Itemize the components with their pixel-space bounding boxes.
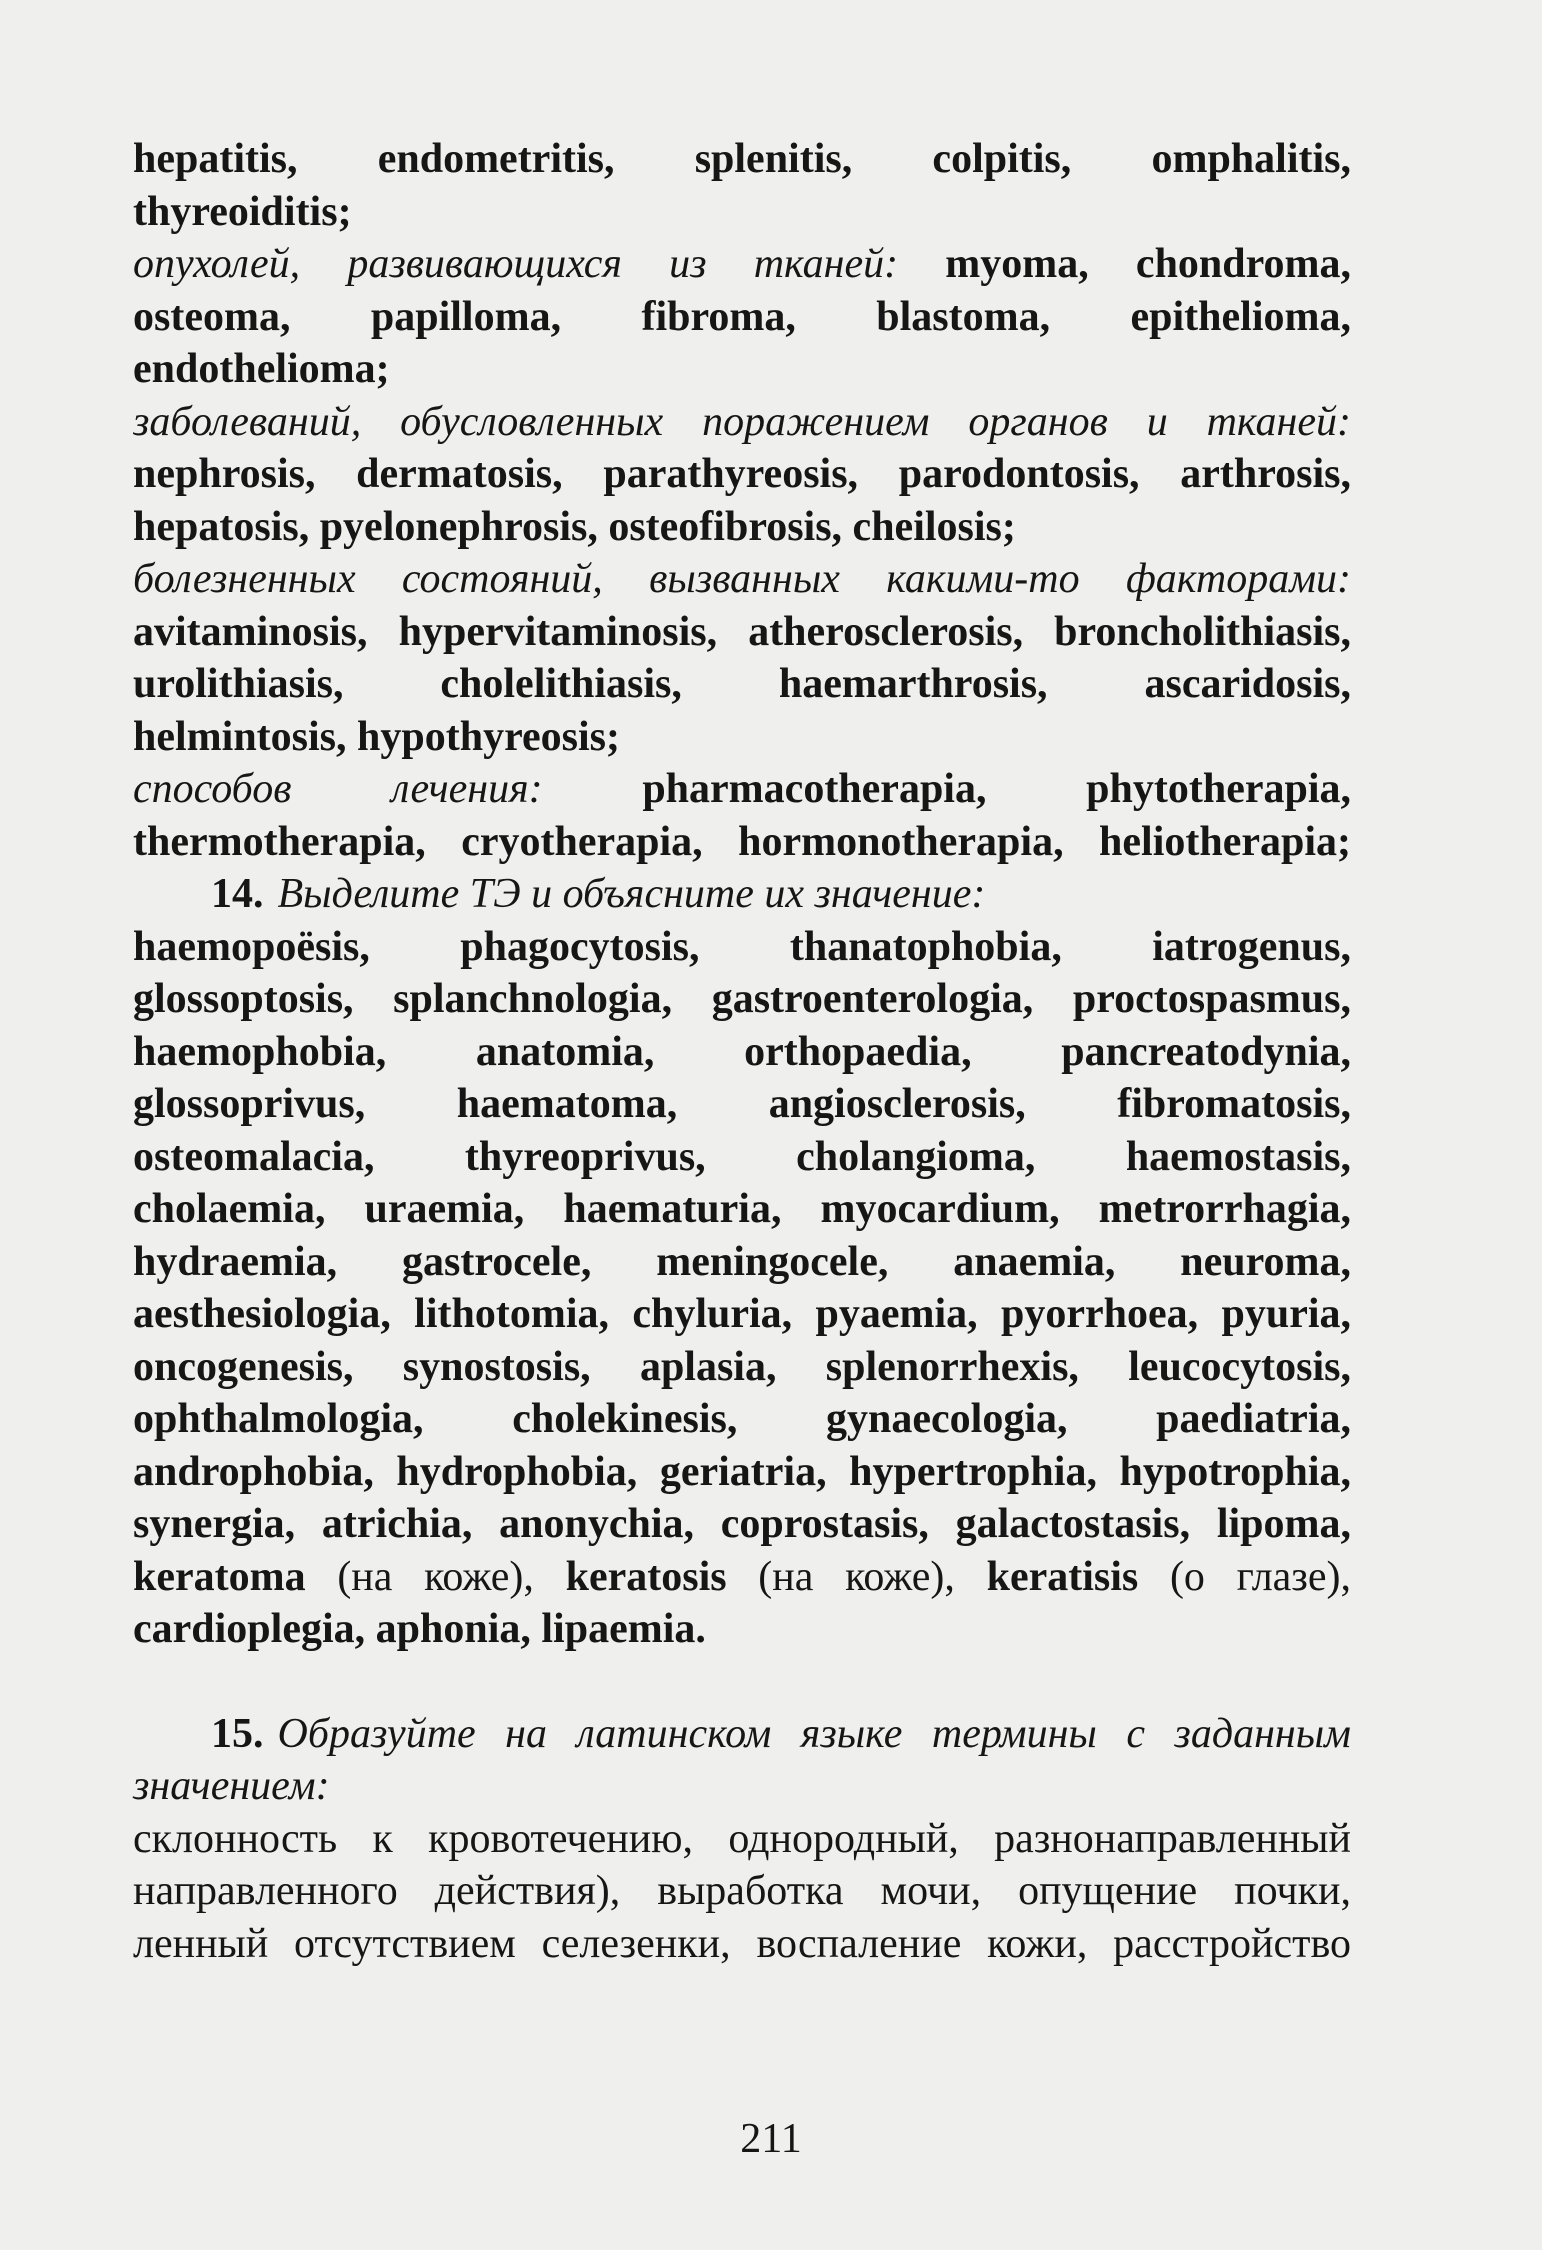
- text-line: [133, 1760, 1351, 1813]
- term-list: helmintosis, hypothyreosis;: [133, 713, 620, 760]
- term-list: osteoma, papilloma, fibroma, blastoma, epithelioma,: [133, 293, 1351, 340]
- term-list: cardioplegia, aphonia, lipaemia.: [133, 1606, 706, 1652]
- task-instruction: Образуйте на латинском языке термины с заданным: [277, 1710, 1351, 1757]
- term-list: aesthesiologia, lithotomia, chyluria, pyaemia, pyorrhoea, pyuria,: [133, 1291, 1351, 1337]
- text-line: [133, 658, 1351, 711]
- text-line: [133, 1183, 1351, 1236]
- page-text: [133, 133, 1351, 1970]
- text-line: [133, 1603, 1351, 1656]
- term: keratisis: [986, 1553, 1139, 1600]
- term-list: glossoprivus, haematoma, angiosclerosis, fibromatosis,: [133, 1081, 1351, 1127]
- category-label: опухолей, развивающихся из тканей:: [133, 241, 899, 287]
- term-note: (на коже),: [337, 1553, 534, 1600]
- body-text: направленного действия), выработка мочи, опущение почки,: [133, 1868, 1351, 1914]
- term-list: urolithiasis, cholelithiasis, haemarthrosis, ascaridosis,: [133, 661, 1351, 707]
- text-line: [133, 1236, 1351, 1289]
- text-line: [133, 396, 1351, 449]
- term-list: nephrosis, dermatosis, parathyreosis, parodontosis, arthrosis,: [133, 451, 1351, 497]
- text-line: [133, 921, 1351, 974]
- task-number: 14.: [211, 871, 264, 917]
- term-note: (на коже),: [758, 1553, 955, 1600]
- term-list: thermotherapia, cryotherapia, hormonotherapia, heliotherapia;: [133, 818, 1351, 865]
- task-instruction: значением:: [133, 1763, 330, 1809]
- text-line: [133, 343, 1351, 396]
- term-list: ophthalmologia, cholekinesis, gynaecologia, paediatria,: [133, 1396, 1351, 1442]
- text-line: [133, 1288, 1351, 1341]
- paragraph-gap: [133, 1656, 1351, 1708]
- text-line: [133, 711, 1351, 764]
- term: keratosis: [565, 1553, 727, 1600]
- text-line: [133, 1078, 1351, 1131]
- text-line: [133, 1918, 1351, 1971]
- task-instruction: Выделите ТЭ и объясните их значение:: [277, 871, 986, 917]
- term-list: myoma, chondroma,: [945, 241, 1351, 287]
- text-line: [133, 133, 1351, 186]
- category-label: болезненных состояний, вызванных какими-то факторами:: [133, 556, 1351, 602]
- term-list: androphobia, hydrophobia, geriatria, hypertrophia, hypotrophia,: [133, 1448, 1351, 1495]
- page-number: 211: [740, 2116, 802, 2162]
- term-list: oncogenesis, synostosis, aplasia, splenorrhexis, leucocytosis,: [133, 1343, 1351, 1390]
- term-list: pharmacotherapia, phytotherapia,: [642, 766, 1351, 812]
- term-note: (о глазе),: [1169, 1553, 1351, 1600]
- term-list: thyreoiditis;: [133, 188, 352, 235]
- term-list: cholaemia, uraemia, haematuria, myocardium, metrorrhagia,: [133, 1186, 1351, 1232]
- text-line: [133, 973, 1351, 1026]
- category-label: способов лечения:: [133, 766, 543, 812]
- text-line: [133, 291, 1351, 344]
- task-heading: [133, 1708, 1351, 1761]
- term-list: avitaminosis, hypervitaminosis, atherosclerosis, broncholithiasis,: [133, 608, 1351, 655]
- term-list: hepatosis, pyelonephrosis, osteofibrosis, cheilosis;: [133, 503, 1016, 550]
- body-text: ленный отсутствием селезенки, воспаление кожи, расстройство: [133, 1920, 1351, 1967]
- task-number: 15.: [211, 1710, 264, 1757]
- text-line: [133, 816, 1351, 869]
- text-line: [133, 1131, 1351, 1184]
- text-line: [133, 553, 1351, 606]
- text-line: [133, 1446, 1351, 1499]
- text-line: [133, 1026, 1351, 1079]
- text-line: [133, 1813, 1351, 1866]
- text-line: [133, 186, 1351, 239]
- term: keratoma: [133, 1553, 306, 1600]
- term-list: hydraemia, gastrocele, meningocele, anaemia, neuroma,: [133, 1238, 1351, 1285]
- text-line: [133, 1865, 1351, 1918]
- text-line: [133, 1341, 1351, 1394]
- text-line: [133, 238, 1351, 291]
- term-list: haemopoësis, phagocytosis, thanatophobia, iatrogenus,: [133, 923, 1351, 970]
- term-list: osteomalacia, thyreoprivus, cholangioma, haemostasis,: [133, 1133, 1351, 1180]
- text-line: [133, 763, 1351, 816]
- text-line: [133, 1551, 1351, 1604]
- term-list: synergia, atrichia, anonychia, coprostasis, galactostasis, lipoma,: [133, 1501, 1351, 1547]
- term-list: haemophobia, anatomia, orthopaedia, pancreatodynia,: [133, 1028, 1351, 1075]
- task-heading: [133, 868, 1351, 921]
- term-list: glossoptosis, splanchnologia, gastroenterologia, proctospasmus,: [133, 976, 1351, 1022]
- category-label: заболеваний, обусловленных поражением органов и тканей:: [133, 398, 1351, 445]
- text-line: [133, 501, 1351, 554]
- term-list: endothelioma;: [133, 346, 390, 392]
- text-line: [133, 606, 1351, 659]
- text-line: [133, 1393, 1351, 1446]
- text-line: [133, 1498, 1351, 1551]
- text-line: [133, 448, 1351, 501]
- term-list: hepatitis, endometritis, splenitis, colpitis, omphalitis,: [133, 136, 1351, 182]
- body-text: склонность к кровотечению, однородный, разнонаправленный: [133, 1815, 1351, 1862]
